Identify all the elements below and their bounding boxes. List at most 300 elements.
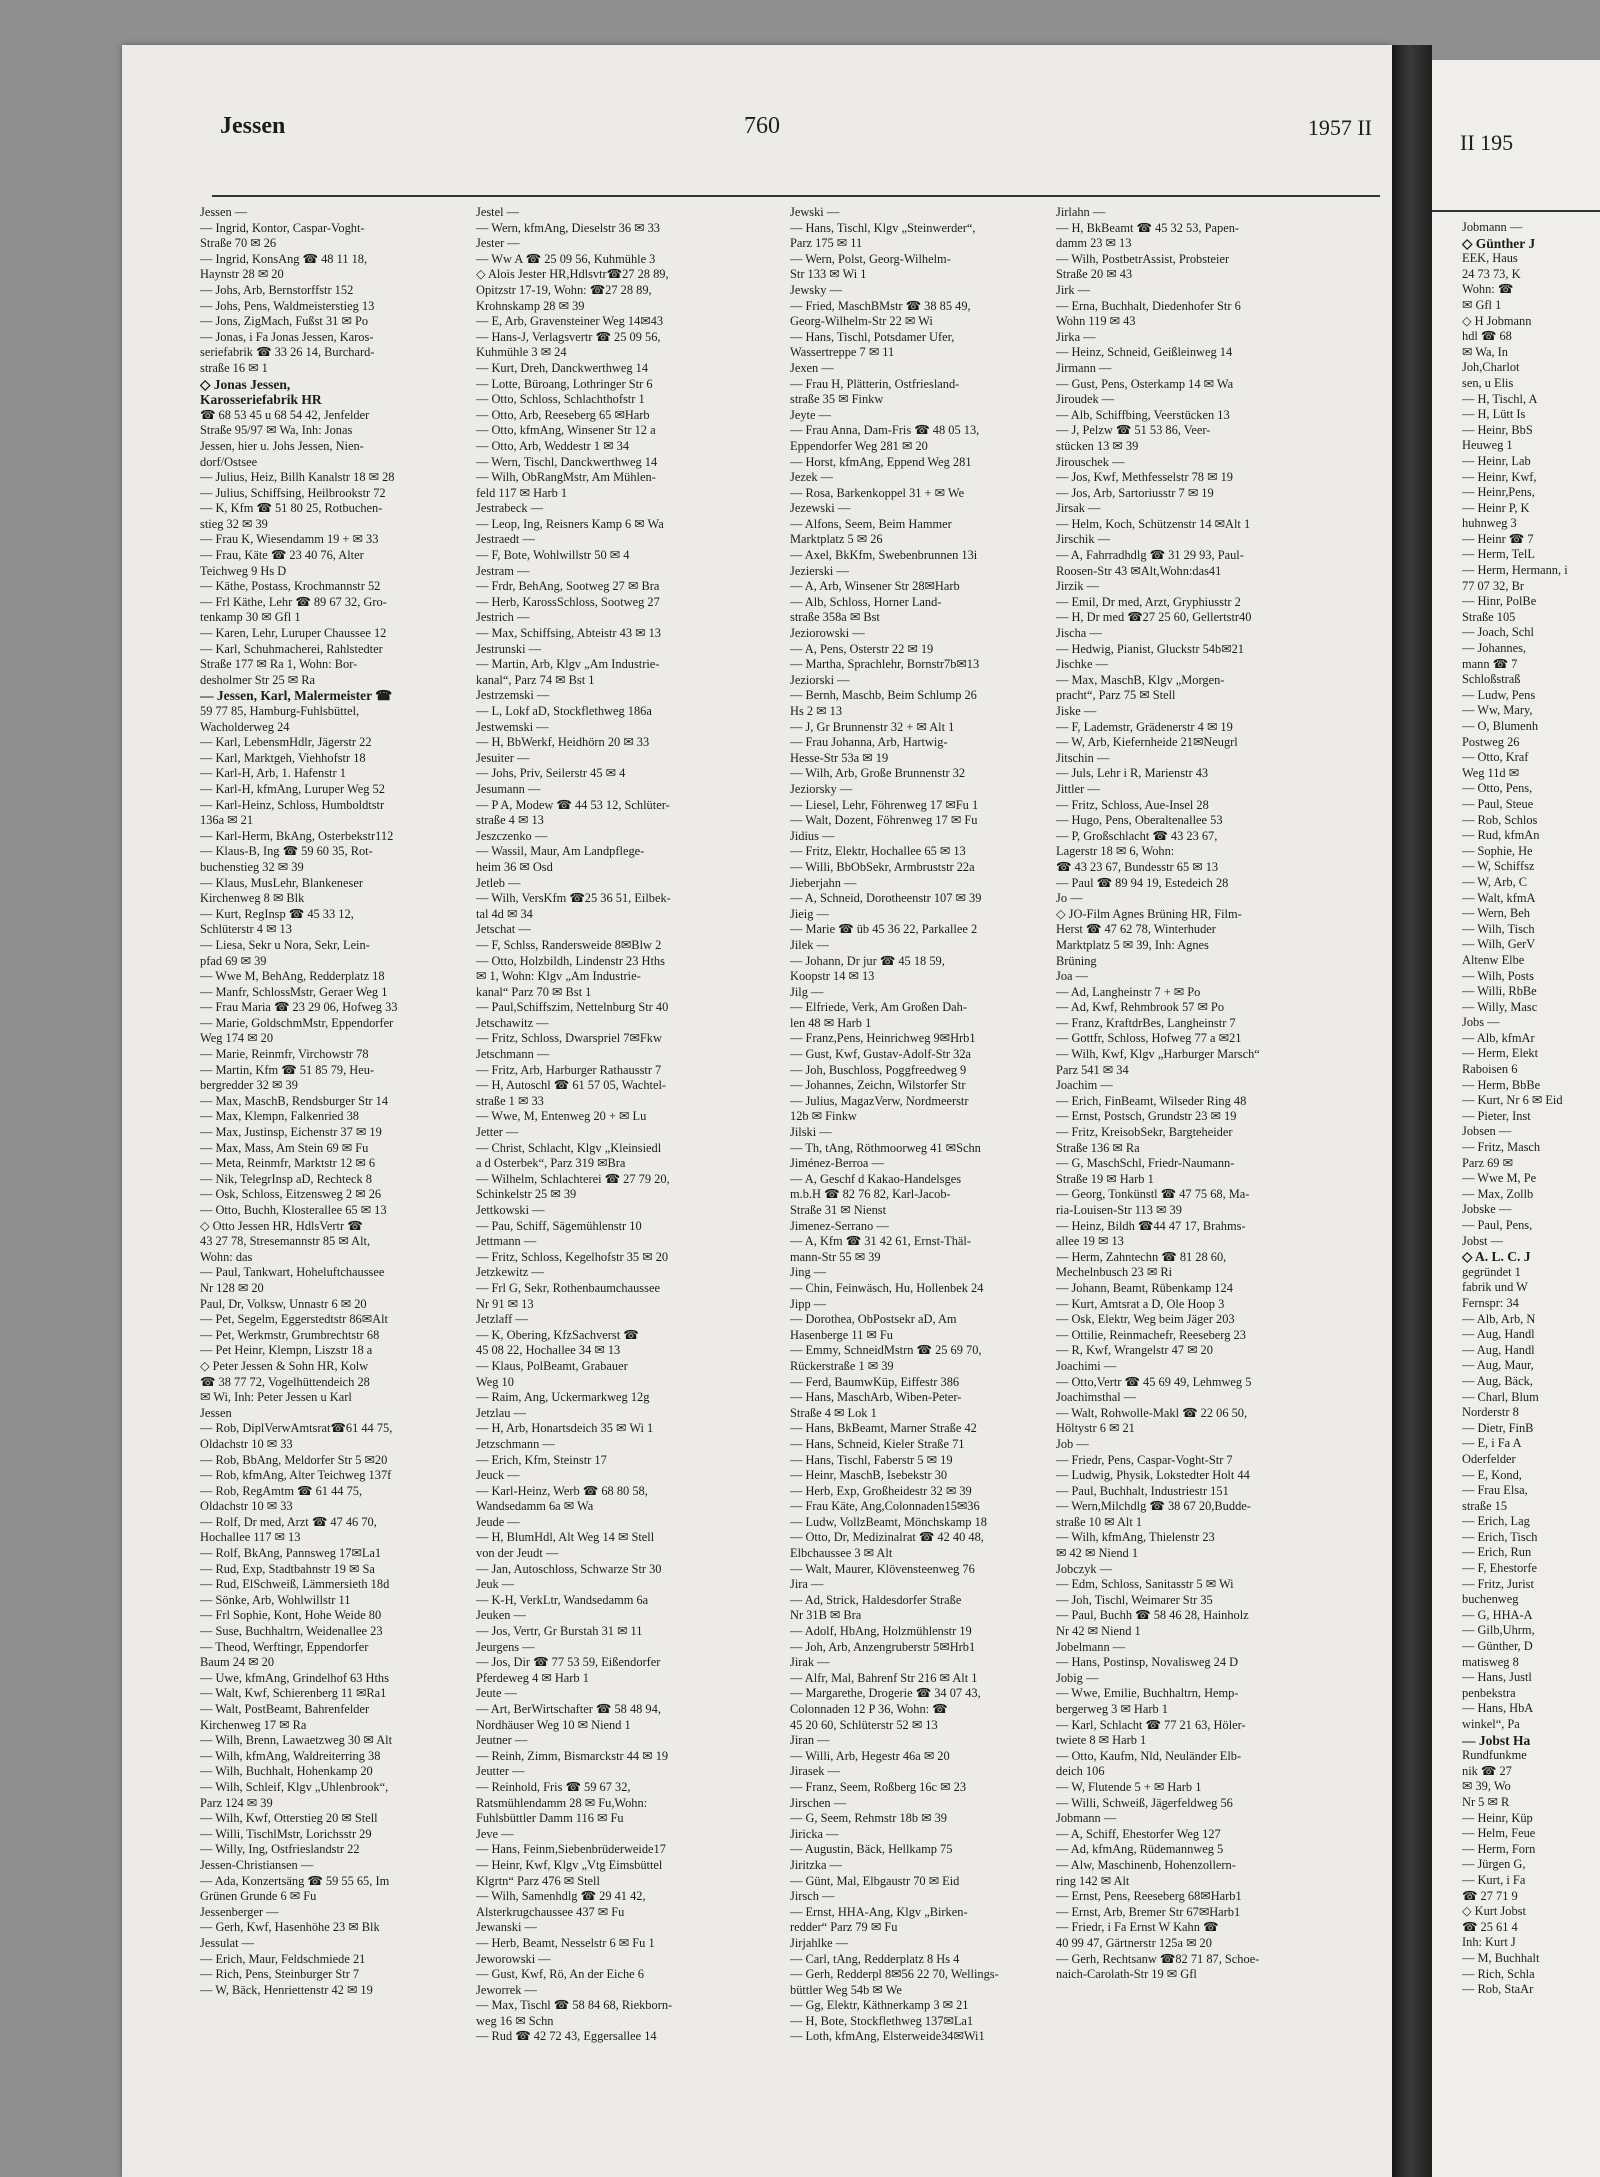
directory-line: — Ad, Strick, Haldesdorfer Straße (790, 1592, 962, 1607)
directory-line: Jobmann — (1462, 220, 1523, 234)
directory-line: Jischa — (1056, 626, 1102, 641)
directory-line: — Lotte, Büroang, Lothringer Str 6 (476, 376, 653, 391)
directory-line: — Erich, Run (1462, 1545, 1532, 1560)
directory-line: — Rob, StaAr (1462, 1982, 1534, 1997)
directory-line: Marktplatz 5 ✉ 26 (790, 532, 883, 547)
book-gutter (1392, 45, 1432, 2177)
directory-line: — Heinr, BbS (1462, 422, 1533, 437)
directory-line: Karosseriefabrik HR (200, 392, 322, 408)
directory-line: — Reinh, Zimm, Bismarckstr 44 ✉ 19 (476, 1748, 669, 1763)
column-1 (200, 205, 470, 1998)
directory-line: — G, MaschSchl, Friedr-Naumann- (1056, 1156, 1235, 1171)
directory-line: Jirak — (790, 1655, 830, 1670)
directory-line: — H, Arb, Honartsdeich 35 ✉ Wi 1 (476, 1421, 654, 1436)
directory-line: — Jessen, Karl, Malermeister ☎ (200, 688, 393, 704)
directory-line: — Johannes, (1462, 641, 1527, 656)
directory-line: Ratsmühlendamm 28 ✉ Fu,Wohn: (476, 1795, 648, 1810)
directory-line: — Hans, BkBeamt, Marner Straße 42 (790, 1421, 977, 1436)
directory-line: — Max, Schiffsing, Abteistr 43 ✉ 13 (476, 626, 661, 641)
directory-line: straße 15 (1462, 1498, 1508, 1513)
directory-line: — Rob, RegAmtm ☎ 61 44 75, (200, 1483, 363, 1498)
page-header (122, 113, 1392, 153)
directory-line: — Gust, Kwf, Rö, An der Eiche 6 (476, 1967, 644, 1982)
directory-line: Jirschik — (1056, 532, 1111, 547)
directory-line: — Rolf, BkAng, Pannsweg 17✉La1 (200, 1546, 382, 1561)
directory-line: Haynstr 28 ✉ 20 (200, 267, 284, 282)
directory-line: Mechelnbusch 23 ✉ Ri (1056, 1265, 1173, 1280)
directory-line: — Wwe M, BehAng, Redderplatz 18 (200, 969, 385, 984)
directory-line: ◇ Kurt Jobst (1462, 1904, 1526, 1919)
directory-line: — Gerh, Kwf, Hasenhöhe 23 ✉ Blk (200, 1920, 380, 1935)
directory-line: Herst ☎ 47 62 78, Winterhuder (1056, 922, 1216, 937)
directory-line: — H, BbWerkf, Heidhörn 20 ✉ 33 (476, 735, 650, 750)
directory-line: — Fritz, Elektr, Hochallee 65 ✉ 13 (790, 844, 966, 859)
directory-line: Wassertreppe 7 ✉ 11 (790, 345, 895, 360)
directory-line: — Julius, Heiz, Billh Kanalstr 18 ✉ 28 (200, 470, 395, 485)
directory-line: Jirzik — (1056, 579, 1100, 594)
directory-line: Str 133 ✉ Wi 1 (790, 267, 867, 282)
directory-line: — Heinz, Bildh ☎44 47 17, Brahms- (1056, 1218, 1246, 1233)
directory-line: — Wern, Tischl, Danckwerthweg 14 (476, 454, 658, 469)
directory-line: Jirsak — (1056, 501, 1101, 516)
directory-line: Jessulat — (200, 1935, 255, 1950)
directory-line: — H, Tischl, A (1462, 391, 1538, 406)
directory-line: — Wilh, kfmAng, Thielenstr 23 (1056, 1530, 1215, 1545)
directory-line: — Otto, Kaufm, Nld, Neuländer Elb- (1056, 1748, 1242, 1763)
directory-line: Kirchenweg 17 ✉ Ra (200, 1717, 307, 1732)
directory-line: — Wwe, Emilie, Buchhaltrn, Hemp- (1056, 1686, 1239, 1701)
directory-line: — Erich, Maur, Feldschmiede 21 (200, 1951, 366, 1966)
directory-line: Schlüterstr 4 ✉ 13 (200, 922, 292, 937)
directory-line: — Jos, Vertr, Gr Burstah 31 ✉ 11 (476, 1624, 643, 1639)
directory-line: Jittler — (1056, 781, 1100, 796)
directory-line: ✉ 1, Wohn: Klgv „Am Industrie- (476, 969, 641, 984)
directory-line: — Gottfr, Schloss, Hofweg 77 a ✉21 (1056, 1031, 1242, 1046)
directory-line: — Klaus-B, Ing ☎ 59 60 35, Rot- (200, 844, 373, 859)
directory-line: — Hugo, Pens, Oberaltenallee 53 (1056, 813, 1223, 828)
directory-line: Jitschin — (1056, 750, 1110, 765)
directory-line: Jetzkewitz — (476, 1265, 544, 1280)
directory-line: — Walt, PostBeamt, Bahrenfelder (200, 1702, 370, 1716)
directory-line: — Chin, Feinwäsch, Hu, Hollenbek 24 (790, 1280, 984, 1295)
directory-line: Jestrich — (476, 610, 530, 625)
directory-line: — Hans, Tischl, Potsdamer Ufer, (790, 329, 955, 344)
directory-line: Jilg — (790, 984, 824, 999)
directory-line: — Heinr P, K (1462, 500, 1530, 515)
directory-line: Colonnaden 12 P 36, Wohn: ☎ (790, 1702, 948, 1716)
directory-line: — Joach, Schl (1462, 625, 1534, 640)
directory-line: Weg 10 (476, 1374, 514, 1389)
directory-line: — G, Seem, Rehmstr 18b ✉ 39 (790, 1811, 947, 1826)
directory-line: Parz 541 ✉ 34 (1056, 1062, 1129, 1077)
directory-line: mann-Str 55 ✉ 39 (790, 1249, 881, 1264)
directory-line: — Rob, Schlos (1462, 812, 1538, 827)
directory-line: — Leop, Ing, Reisners Kamp 6 ✉ Wa (476, 516, 664, 531)
directory-line: — Aug, Handl (1462, 1342, 1535, 1357)
directory-line: desholmer Str 25 ✉ Ra (200, 672, 316, 687)
directory-line: — F, Lademstr, Grädenerstr 4 ✉ 19 (1056, 719, 1233, 734)
directory-line: Parz 69 ✉ (1462, 1155, 1513, 1170)
directory-line: — Margarethe, Drogerie ☎ 34 07 43, (790, 1686, 981, 1701)
directory-line: — Ludw, Pens (1462, 687, 1536, 702)
directory-line: Höltystr 6 ✉ 21 (1056, 1421, 1135, 1436)
directory-line: — Georg, Tonkünstl ☎ 47 75 68, Ma- (1056, 1187, 1250, 1202)
directory-line: — Otto, Kraf (1462, 750, 1529, 765)
directory-line: — Emmy, SchneidMstrn ☎ 25 69 70, (790, 1343, 982, 1358)
directory-line: Jetzlau — (476, 1405, 526, 1420)
directory-line: Jestrzemski — (476, 688, 550, 703)
directory-line: — J, Gr Brunnenstr 32 + ✉ Alt 1 (790, 719, 955, 734)
directory-line: Hochallee 117 ✉ 13 (200, 1530, 301, 1545)
directory-line: Jeutter — (476, 1764, 525, 1779)
directory-line: — Johann, Dr jur ☎ 45 18 59, (790, 953, 945, 968)
directory-line: — Friedr, i Fa Ernst W Kahn ☎ (1056, 1920, 1219, 1935)
directory-line: dorf/Ostsee (200, 454, 258, 469)
directory-line: — Rob, kfmAng, Alter Teichweg 137f (200, 1468, 392, 1483)
directory-line: — Walt, Kwf, Schierenberg 11 ✉Ra1 (200, 1686, 387, 1701)
directory-line: — Herb, KarossSchloss, Sootweg 27 (476, 594, 660, 609)
next-page-rule (1432, 210, 1600, 212)
directory-line: — Gerh, Rechtsanw ☎82 71 87, Schoe- (1056, 1951, 1260, 1966)
directory-line: — Jons, ZigMach, Fußst 31 ✉ Po (200, 314, 369, 329)
directory-line: — K, Kfm ☎ 51 80 25, Rotbuchen- (200, 501, 383, 516)
directory-line: Jeyte — (790, 407, 831, 422)
directory-line: Hasenberge 11 ✉ Fu (790, 1327, 893, 1342)
directory-line: — Dorothea, ObPostsekr aD, Am (790, 1312, 957, 1327)
directory-line: — Rud, kfmAn (1462, 828, 1540, 843)
directory-line: — F, Ehestorfe (1462, 1561, 1538, 1576)
directory-line: — P, Großschlacht ☎ 43 23 67, (1056, 828, 1218, 843)
directory-line: — Rud, Exp, Stadtbahnstr 19 ✉ Sa (200, 1561, 375, 1576)
directory-line: Jesuiter — (476, 750, 530, 765)
directory-line: Nordhäuser Weg 10 ✉ Niend 1 (476, 1717, 631, 1732)
directory-line: — Friedr, Pens, Caspar-Voght-Str 7 (1056, 1452, 1233, 1467)
directory-line: — Ingrid, KonsAng ☎ 48 11 18, (200, 251, 368, 266)
directory-line: Teichweg 9 Hs D (200, 563, 287, 578)
directory-line: — Willi, Arb, Hegestr 46a ✉ 20 (790, 1748, 950, 1763)
directory-line: seriefabrik ☎ 33 26 14, Burchard- (200, 345, 375, 360)
directory-line: damm 23 ✉ 13 (1056, 236, 1132, 251)
directory-line: — Karl, Schuhmacherei, Rahlstedter (200, 641, 383, 656)
directory-line: Oldachstr 10 ✉ 33 (200, 1499, 293, 1514)
directory-line: — Willy, Masc (1462, 999, 1538, 1014)
directory-line: — Wilh, Samenhdlg ☎ 29 41 42, (476, 1889, 646, 1904)
directory-line: — Theod, Werftingr, Eppendorfer (200, 1639, 369, 1654)
directory-line: — Paul, Buchh ☎ 58 46 28, Hainholz (1056, 1608, 1249, 1623)
directory-line: — Kurt, Nr 6 ✉ Eid (1462, 1093, 1563, 1108)
directory-line: Jeuck — (476, 1468, 520, 1483)
directory-line: Straße 177 ✉ Ra 1, Wohn: Bor- (200, 657, 358, 672)
directory-line: Jirmann — (1056, 360, 1112, 375)
directory-line: — Hans, Tischl, Faberstr 5 ✉ 19 (790, 1452, 953, 1467)
directory-line: — E, i Fa A (1462, 1436, 1522, 1451)
directory-line: Klgrtn“ Parz 476 ✉ Stell (476, 1873, 600, 1888)
directory-line: hdl ☎ 68 (1462, 329, 1512, 344)
directory-line: Elbchaussee 3 ✉ Alt (790, 1546, 893, 1561)
directory-line: — Otto, Holzbildh, Lindenstr 23 Hths (476, 953, 665, 968)
directory-line: Hs 2 ✉ 13 (790, 704, 843, 718)
directory-line: — Jos, Kwf, Methfesselstr 78 ✉ 19 (1056, 470, 1233, 485)
directory-line: — Frau Anna, Dam-Fris ☎ 48 05 13, (790, 423, 980, 438)
directory-line: Jobst — (1462, 1233, 1503, 1248)
header-rule (212, 195, 1380, 197)
directory-line: — M, Buchhalt (1462, 1950, 1540, 1965)
directory-line: Jeuken — (476, 1608, 526, 1623)
directory-line: — Erich, Tisch (1462, 1529, 1538, 1544)
directory-line: Jetzlaff — (476, 1312, 528, 1327)
directory-line: Nr 42 ✉ Niend 1 (1056, 1624, 1141, 1639)
directory-line: naich-Carolath-Str 19 ✉ Gfl (1056, 1967, 1197, 1982)
directory-line: — Johann, Beamt, Rübenkamp 124 (1056, 1280, 1233, 1295)
directory-line: — Willi, Schweiß, Jägerfeldweg 56 (1056, 1795, 1233, 1810)
directory-line: — Fried, MaschBMstr ☎ 38 85 49, (790, 298, 971, 313)
directory-line: Jestrabeck — (476, 501, 544, 516)
directory-line: Straße 20 ✉ 43 (1056, 267, 1133, 282)
directory-line: Straße 95/97 ✉ Wa, Inh: Jonas (200, 423, 353, 438)
directory-line: — Wern, kfmAng, Dieselstr 36 ✉ 33 (476, 220, 660, 235)
directory-line: feld 117 ✉ Harb 1 (476, 485, 568, 500)
directory-line: Marktplatz 5 ✉ 39, Inh: Agnes (1056, 937, 1209, 952)
directory-line: Joachimsthal — (1056, 1390, 1137, 1405)
directory-line: — F, Schlss, Randersweide 8✉Blw 2 (476, 937, 662, 952)
directory-line: — Liesa, Sekr u Nora, Sekr, Lein- (200, 937, 370, 952)
directory-line: — Pet, Segelm, Eggerstedtstr 86✉Alt (200, 1312, 388, 1327)
directory-line: — Alb, kfmAr (1462, 1030, 1535, 1045)
directory-line: straße 358a ✉ Bst (790, 610, 880, 625)
directory-line: Jimenez-Serrano — (790, 1218, 889, 1233)
directory-line: Jirsch — (790, 1889, 835, 1904)
directory-line: ◇ JO-Film Agnes Brüning HR, Film- (1056, 906, 1242, 921)
directory-line: — Fritz, Schloss, Dwarspriel 7✉Fkw (476, 1031, 662, 1046)
directory-line: — Hans-J, Verlagsvertr ☎ 25 09 56, (476, 329, 661, 344)
directory-line: — Max, Mass, Am Stein 69 ✉ Fu (200, 1140, 369, 1155)
directory-line: winkel“, Pa (1462, 1717, 1520, 1731)
directory-line: ria-Louisen-Str 113 ✉ 39 (1056, 1203, 1182, 1217)
directory-line: Jestel — (476, 205, 520, 219)
directory-line: Jilek — (790, 937, 829, 952)
directory-line: — Hans, Tischl, Klgv „Steinwerder“, (790, 220, 976, 235)
directory-line: Wacholderweg 24 (200, 719, 290, 734)
directory-line: ☎ 25 61 4 (1462, 1919, 1518, 1934)
directory-line: Jestram — (476, 563, 530, 578)
directory-line: — Rich, Schla (1462, 1966, 1535, 1981)
directory-line: — Karl, Marktgeh, Viehhofstr 18 (200, 750, 366, 765)
directory-line: len 48 ✉ Harb 1 (790, 1015, 872, 1030)
directory-line: — Ww, Mary, (1462, 703, 1533, 718)
directory-line: — Frl Sophie, Kont, Hohe Weide 80 (200, 1608, 382, 1623)
directory-line: — Paul, Pens, (1462, 1218, 1533, 1232)
directory-line: Jesumann — (476, 781, 541, 796)
directory-line: Jessen — (200, 205, 248, 219)
directory-line: — A, Schiff, Ehestorfer Weg 127 (1056, 1826, 1221, 1841)
directory-line: — Wilh, kfmAng, Waldreiterring 38 (200, 1748, 381, 1763)
directory-line: — Liesel, Lehr, Föhrenweg 17 ✉Fu 1 (790, 797, 979, 812)
directory-line: — Wilh, Kwf, Klgv „Harburger Marsch“ (1056, 1047, 1260, 1062)
directory-line: — Emil, Dr med, Arzt, Gryphiusstr 2 (1056, 594, 1241, 609)
directory-line: — Frau Käte, Ang,Colonnaden15✉36 (790, 1499, 980, 1514)
directory-line: — Karen, Lehr, Luruper Chaussee 12 (200, 626, 387, 641)
directory-line: Straße 105 (1462, 609, 1516, 624)
directory-line: Jischke — (1056, 657, 1108, 672)
directory-line: Jiritzka — (790, 1857, 842, 1872)
directory-line: Jessen, hier u. Johs Jessen, Nien- (200, 438, 364, 453)
directory-line: — Max, Tischl ☎ 58 84 68, Riekborn- (476, 1998, 673, 2013)
directory-line: — Franz, Seem, Roßberg 16c ✉ 23 (790, 1779, 967, 1794)
directory-line: fabrik und W (1462, 1280, 1528, 1295)
directory-line: — Walt, Maurer, Klövensteenweg 76 (790, 1561, 975, 1576)
directory-line: Jiske — (1056, 704, 1097, 718)
directory-line: — Alfons, Seem, Beim Hammer (790, 516, 952, 531)
directory-line: — Fritz, Schloss, Aue-Insel 28 (1056, 797, 1209, 812)
directory-line: Jeude — (476, 1514, 520, 1529)
directory-line: — Herm, Forn (1462, 1841, 1536, 1856)
directory-line: — Wwe M, Pe (1462, 1171, 1537, 1186)
directory-line: 136a ✉ 21 (200, 813, 254, 828)
directory-line: — Erich, FinBeamt, Wilseder Ring 48 (1056, 1093, 1247, 1108)
directory-line: — Max, MaschB, Klgv „Morgen- (1056, 672, 1225, 687)
directory-line: ✉ 39, Wo (1462, 1779, 1511, 1794)
directory-line: EEK, Haus (1462, 251, 1518, 266)
directory-line: — H, Dr med ☎27 25 60, Gellertstr40 (1056, 610, 1252, 625)
directory-line: — Reinhold, Fris ☎ 59 67 32, (476, 1779, 631, 1794)
directory-line: — Kurt, i Fa (1462, 1872, 1526, 1887)
directory-line: Rundfunkme (1462, 1748, 1527, 1763)
directory-line: Jezek — (790, 470, 834, 485)
directory-line: — Pet, Werkmstr, Grumbrechtstr 68 (200, 1327, 380, 1342)
directory-line: — Otto, Dr, Medizinalrat ☎ 42 40 48, (790, 1530, 984, 1545)
directory-line: — Joh, Tischl, Weimarer Str 35 (1056, 1592, 1213, 1607)
directory-line: — Fritz, Arb, Harburger Rathausstr 7 (476, 1062, 662, 1077)
directory-line: bergredder 32 ✉ 39 (200, 1078, 298, 1093)
directory-line: von der Jeudt — (476, 1546, 559, 1561)
directory-line: Jeute — (476, 1686, 517, 1701)
directory-line: ◇ Alois Jester HR,Hdlsvtr☎27 28 89, (476, 267, 669, 282)
directory-line: Jetzschmann — (476, 1436, 555, 1451)
directory-line: Job — (1056, 1436, 1089, 1451)
directory-line: — A, Pens, Osterstr 22 ✉ 19 (790, 641, 934, 656)
directory-line: — Loth, kfmAng, Elsterweide34✉Wi1 (790, 2029, 985, 2044)
directory-line: — R, Kwf, Wrangelstr 47 ✉ 20 (1056, 1343, 1213, 1358)
directory-line: — Alb, Arb, N (1462, 1311, 1536, 1326)
directory-line: — Karl, LebensmHdlr, Jägerstr 22 (200, 735, 372, 750)
directory-line: — Otto, Schloss, Schlachthofstr 1 (476, 392, 645, 407)
directory-line: — Karl-Heinz, Schloss, Humboldtstr (200, 797, 385, 812)
directory-line: Jiroudek — (1056, 392, 1115, 407)
directory-line: — Jonas, i Fa Jonas Jessen, Karos- (200, 329, 374, 344)
directory-line: — Heinr, MaschB, Isebekstr 30 (790, 1468, 948, 1483)
directory-line: — W, Bäck, Henriettenstr 42 ✉ 19 (200, 1982, 373, 1997)
directory-line: — J, Pelzw ☎ 51 53 86, Veer- (1056, 423, 1211, 438)
directory-line: — Joh, Buschloss, Poggfreedweg 9 (790, 1062, 967, 1077)
directory-line: — Charl, Blum (1462, 1389, 1539, 1404)
directory-page (122, 45, 1392, 2177)
directory-line: — Helm, Koch, Schützenstr 14 ✉Alt 1 (1056, 516, 1251, 531)
directory-line: Jobs — (1462, 1015, 1500, 1030)
directory-line: — Johs, Priv, Seilerstr 45 ✉ 4 (476, 766, 626, 781)
directory-line: Jewanski — (476, 1920, 537, 1935)
directory-line: Jeurgens — (476, 1639, 535, 1654)
directory-line: Jettkowski — (476, 1203, 545, 1217)
directory-line: — W, Arb, Kiefernheide 21✉Neugrl (1056, 735, 1238, 750)
directory-line: Jessen-Christiansen — (200, 1857, 314, 1872)
directory-line: — H, Autoschl ☎ 61 57 05, Wachtel- (476, 1078, 667, 1093)
next-page-header: II 195 (1460, 130, 1514, 155)
directory-line: — Hans, Feinm,Siebenbrüderweide17 (476, 1842, 666, 1857)
directory-line: — Wilh, GerV (1462, 937, 1536, 952)
directory-line: bergerweg 3 ✉ Harb 1 (1056, 1702, 1168, 1716)
directory-line: Jewski — (790, 205, 840, 219)
directory-line: Georg-Wilhelm-Str 22 ✉ Wi (790, 314, 933, 329)
directory-line: penbekstra (1462, 1685, 1516, 1700)
directory-line: Weg 174 ✉ 20 (200, 1031, 274, 1046)
directory-line: — Wilh, Arb, Große Brunnenstr 32 (790, 766, 966, 781)
header-name-range: Jessen (220, 113, 286, 139)
directory-line: — Alb, Schiffbing, Veerstücken 13 (1056, 407, 1230, 422)
directory-line: — H, BkBeamt ☎ 45 32 53, Papen- (1056, 220, 1240, 235)
directory-line: Jirka — (1056, 329, 1096, 344)
directory-line: — Karl-H, Arb, 1. Hafenstr 1 (200, 766, 346, 781)
directory-line: Nr 128 ✉ 20 (200, 1280, 264, 1295)
directory-line: 24 73 73, K (1462, 266, 1521, 281)
directory-line: Jidius — (790, 828, 835, 843)
directory-line: — E, Arb, Gravensteiner Weg 14✉43 (476, 314, 664, 329)
directory-line: — Max, Klempn, Falkenried 38 (200, 1109, 359, 1124)
directory-line: ◇ Otto Jessen HR, HdlsVertr ☎ (200, 1218, 363, 1233)
directory-line: Pferdeweg 4 ✉ Harb 1 (476, 1670, 589, 1685)
directory-line: — Alfr, Mal, Bahrenf Str 216 ✉ Alt 1 (790, 1670, 978, 1685)
directory-line: Jetschawitz — (476, 1015, 549, 1030)
next-page-edge (1432, 60, 1600, 2177)
directory-line: — Erna, Buchhalt, Diedenhofer Str 6 (1056, 298, 1241, 313)
directory-line: 40 99 47, Gärtnerstr 125a ✉ 20 (1056, 1935, 1212, 1950)
directory-line: — Wern, Polst, Georg-Wilhelm- (790, 251, 951, 266)
directory-line: — H, Lütt Is (1462, 407, 1526, 422)
directory-line: — Herm, TelL (1462, 547, 1535, 562)
directory-line: 77 07 32, Br (1462, 578, 1524, 593)
directory-line: Jing — (790, 1265, 827, 1280)
directory-line: Parz 175 ✉ 11 (790, 236, 863, 251)
directory-line: — Ernst, HHA-Ang, Klgv „Birken- (790, 1904, 968, 1919)
directory-line: — Heinr ☎ 7 (1462, 531, 1534, 546)
directory-line: — Ernst, Pens, Reeseberg 68✉Harb1 (1056, 1889, 1242, 1904)
directory-line: — Nik, TelegrInsp aD, Rechteck 8 (200, 1171, 372, 1186)
column-3 (790, 205, 1060, 2045)
directory-line: — Wilh, VersKfm ☎25 36 51, Eilbek- (476, 891, 671, 906)
directory-line: — Sönke, Arb, Wohlwillstr 11 (200, 1592, 351, 1607)
directory-line: gegründet 1 (1462, 1264, 1521, 1279)
directory-line: — Paul, Tankwart, Hoheluftchaussee (200, 1265, 385, 1280)
directory-line: — Willi, BbObSekr, Armbruststr 22a (790, 859, 975, 874)
directory-line: Jezewski — (790, 501, 851, 516)
directory-line: Jobske — (1462, 1202, 1512, 1217)
directory-line: Jetschmann — (476, 1047, 550, 1062)
directory-line: ◇ Jonas Jessen, (200, 376, 291, 392)
directory-line: 45 20 60, Schlüterstr 52 ✉ 13 (790, 1717, 938, 1732)
directory-line: Heuweg 1 (1462, 438, 1513, 453)
directory-line: — Carl, tAng, Redderplatz 8 Hs 4 (790, 1951, 960, 1966)
next-page-column (1462, 220, 1600, 1998)
directory-line: — Johs, Arb, Bernstorffstr 152 (200, 282, 354, 297)
directory-line: Grünen Grunde 6 ✉ Fu (200, 1889, 317, 1904)
directory-line: — Wilhelm, Schlachterei ☎ 27 79 20, (476, 1171, 670, 1186)
directory-line: redder“ Parz 79 ✉ Fu (790, 1920, 898, 1935)
directory-line: Jirasek — (790, 1764, 840, 1779)
directory-line: Jiricka — (790, 1826, 839, 1841)
directory-line: — K-H, VerkLtr, Wandsedamm 6a (476, 1592, 649, 1607)
directory-line: — Meta, Reinmfr, Marktstr 12 ✉ 6 (200, 1156, 376, 1171)
directory-line: — Hans, MaschArb, Wiben-Peter- (790, 1390, 962, 1405)
directory-line: — E, Kond, (1462, 1467, 1522, 1482)
